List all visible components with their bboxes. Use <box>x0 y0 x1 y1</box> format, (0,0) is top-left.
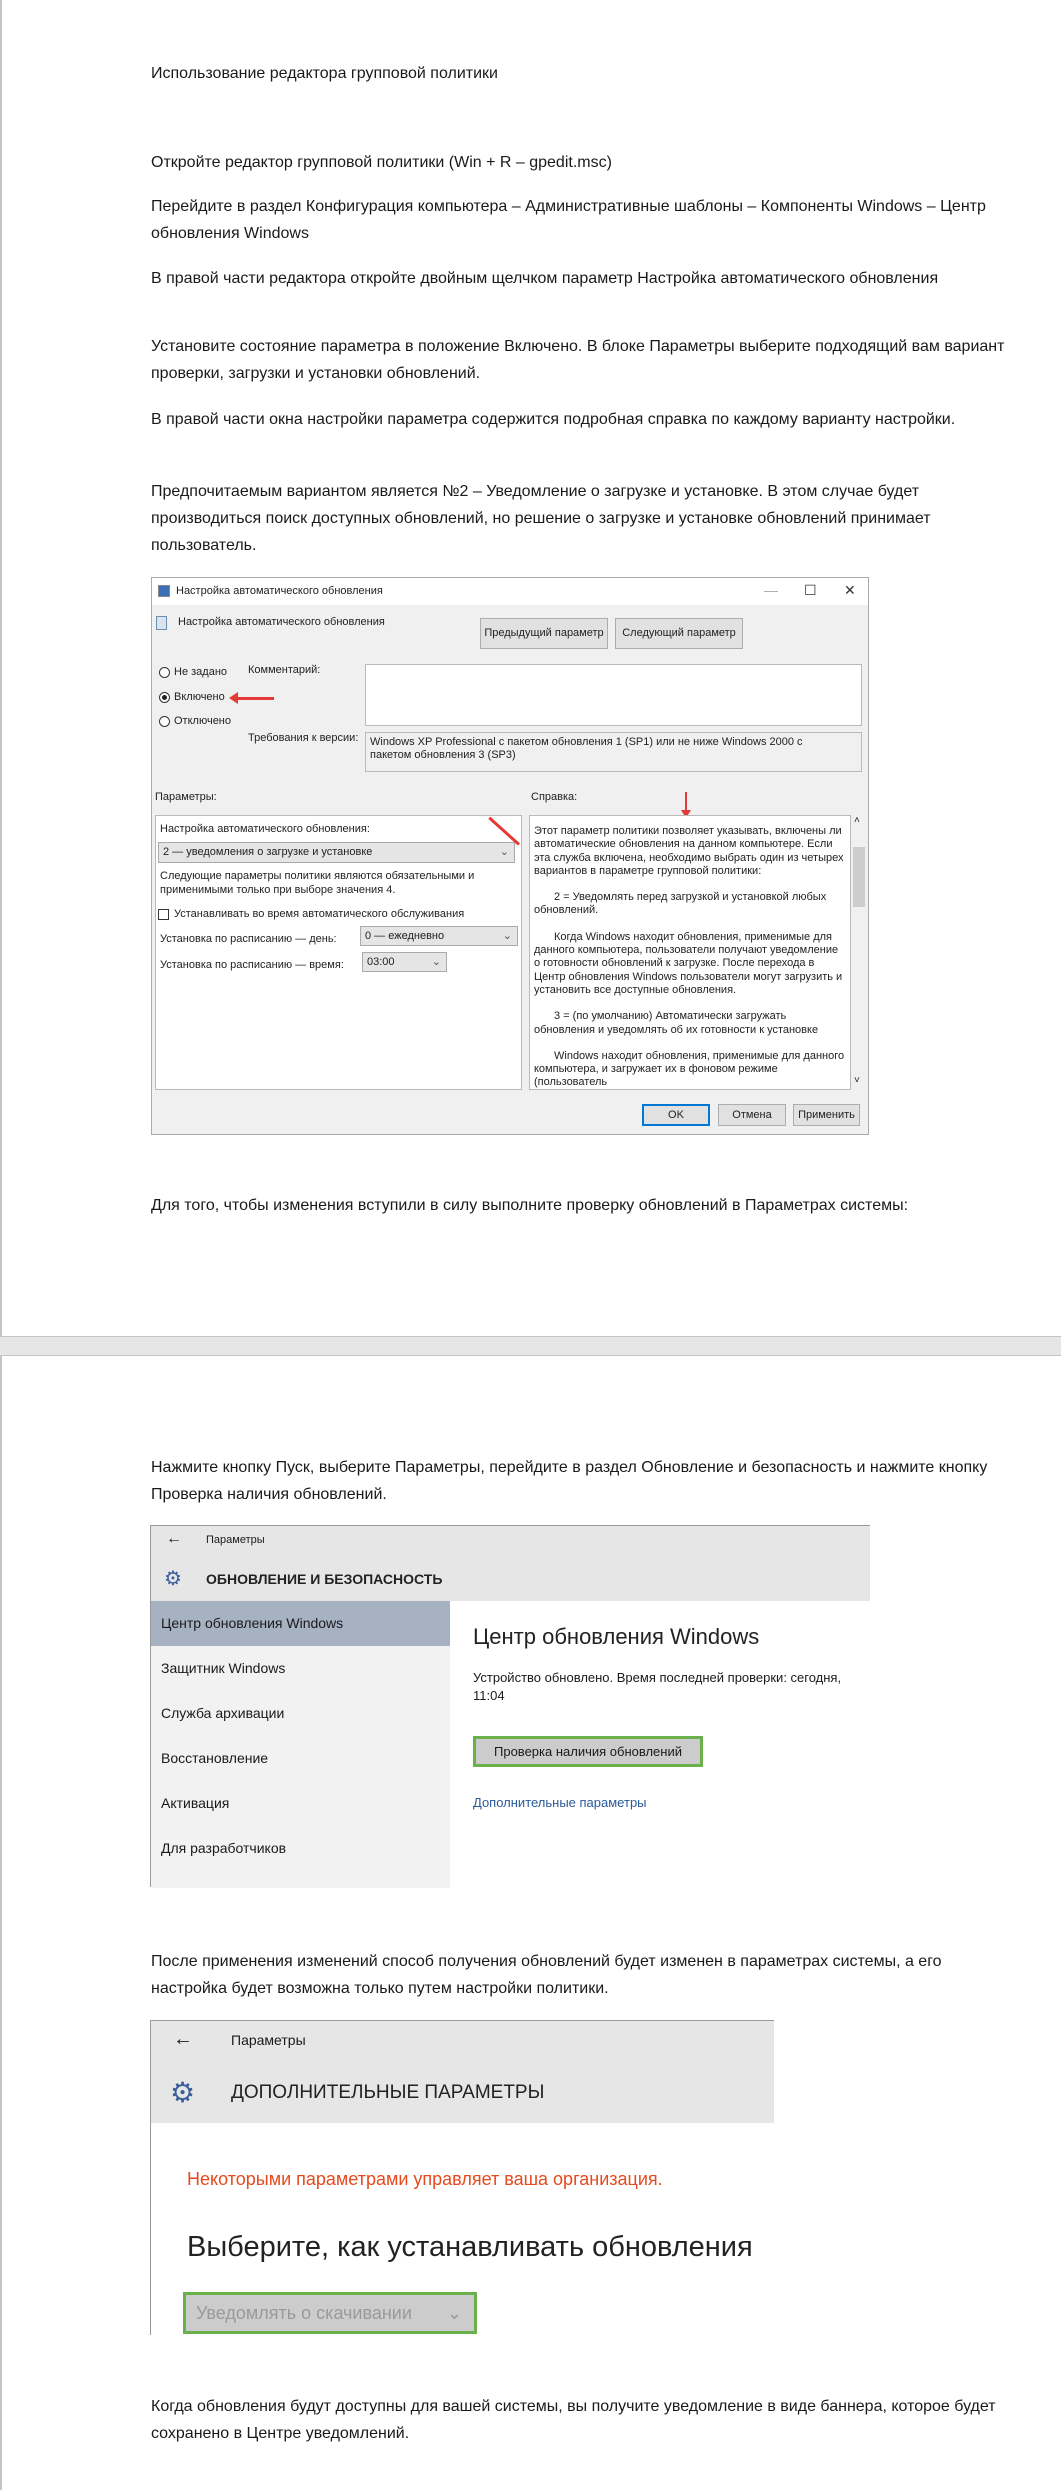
chevron-down-icon: ⌄ <box>499 846 509 858</box>
update-status: Устройство обновлено. Время последней проверки: сегодня, 11:04 <box>473 1670 842 1703</box>
chevron-down-icon: ⌄ <box>446 2303 462 2323</box>
policy-name: Настройка автоматического обновления <box>178 616 385 628</box>
settings-header <box>151 1526 870 1601</box>
dropdown-value: 03:00 <box>367 956 395 968</box>
paragraph: Когда обновления будут доступны для вашей системы, вы получите уведомление в виде баннера, которое будет сохранено в Центре уведомлений. <box>151 2398 996 2442</box>
back-arrow-icon[interactable]: ← <box>173 2028 193 2050</box>
next-setting-button[interactable]: Следующий параметр <box>615 618 743 649</box>
paragraph: Откройте редактор групповой политики (Win + R – gpedit.msc) <box>151 154 612 171</box>
checkbox-label: Устанавливать во время автоматического обслуживания <box>174 908 465 920</box>
time-label: Установка по расписанию — время: <box>160 959 344 971</box>
help-paragraph: Windows находит обновления, применимые для данного компьютера, и загружает их в фоновом режиме (пользователь <box>534 1049 845 1089</box>
dropdown-value: 0 — ежедневно <box>365 930 445 942</box>
page-break <box>0 1336 1061 1356</box>
title-bar <box>152 578 868 605</box>
sidebar-item-defender[interactable]: Защитник Windows <box>161 1660 286 1676</box>
ok-button[interactable]: OK <box>642 1104 710 1126</box>
doc-title: Использование редактора групповой политики <box>151 65 498 82</box>
scroll-up-icon[interactable]: ˄ <box>854 815 860 826</box>
scroll-down-icon[interactable]: ˅ <box>854 1075 860 1086</box>
dropdown-value: 2 — уведомления о загрузке и установке <box>163 846 373 858</box>
help-paragraph: 3 = (по умолчанию) Автоматически загружать обновления и уведомлять об их готовности к установке <box>534 1010 819 1036</box>
comment-textarea[interactable] <box>365 664 862 726</box>
help-panel <box>529 815 851 1090</box>
radio-disabled[interactable] <box>159 716 170 727</box>
options-label: Параметры: <box>155 791 217 803</box>
app-icon <box>158 585 170 597</box>
sidebar-item-recovery[interactable]: Восстановление <box>161 1750 269 1766</box>
help-label: Справка: <box>531 791 578 803</box>
back-label: Параметры <box>206 1534 265 1546</box>
day-dropdown[interactable] <box>360 926 518 946</box>
help-paragraph: 2 = Уведомлять перед загрузкой и установкой любых обновлений. <box>534 891 827 917</box>
red-arrow-annotation <box>236 697 274 700</box>
settings-header <box>151 2021 774 2123</box>
requirements-box: Windows XP Professional с пакетом обновления 1 (SP1) или не ниже Windows 2000 с пакетом обновления 3 (SP3) <box>365 732 862 772</box>
maximize-icon[interactable]: ☐ <box>804 582 817 598</box>
radio-dot <box>162 695 167 700</box>
settings-advanced-window <box>150 2020 774 2335</box>
install-heading: Выберите, как устанавливать обновления <box>187 2231 753 2263</box>
radio-enabled[interactable] <box>159 692 170 703</box>
options-panel <box>155 815 522 1090</box>
auto-update-label: Настройка автоматического обновления: <box>160 823 370 835</box>
cancel-button[interactable]: Отмена <box>718 1104 786 1126</box>
sidebar-item-developers[interactable]: Для разработчиков <box>161 1840 287 1856</box>
sidebar-item-windows-update[interactable]: Центр обновления Windows <box>151 1601 450 1646</box>
page-border <box>0 0 2 1336</box>
paragraph: После применения изменений способ получения обновлений будет изменен в параметрах системы, а его настройка будет возможна только путем настройки политики. <box>151 1953 942 1997</box>
radio-label: Включено <box>174 691 225 703</box>
paragraph: В правой части окна настройки параметра содержится подробная справка по каждому варианту настройки. <box>151 411 956 428</box>
gear-icon: ⚙ <box>164 1568 182 1590</box>
settings-sidebar <box>151 1601 450 1888</box>
apply-button[interactable]: Применить <box>793 1104 860 1126</box>
gear-icon: ⚙ <box>170 2077 196 2108</box>
prev-setting-button[interactable]: Предыдущий параметр <box>480 618 608 649</box>
comment-label: Комментарий: <box>248 664 321 676</box>
radio-label: Отключено <box>174 715 231 727</box>
help-paragraph: Этот параметр политики позволяет указывать, включены ли автоматические обновления на данном компьютере. Если эта служба включена, необходимо выбрать один из четырех вариантов в параметре групповой политики: <box>534 825 844 877</box>
settings-update-window <box>150 1525 870 1887</box>
page-heading: Центр обновления Windows <box>473 1624 760 1649</box>
help-paragraph: Когда Windows находит обновления, применимые для данного компьютера, пользователи получают уведомление о готовности обновлений к загрузке. После перехода в Центр обновления Windows пользователи могут загрузить и установить все доступные обновления. <box>534 930 843 996</box>
dropdown-value: Уведомлять о скачивании <box>196 2303 412 2323</box>
org-warning: Некоторыми параметрами управляет ваша организация. <box>187 2169 663 2189</box>
paragraph: Установите состояние параметра в положение Включено. В блоке Параметры выберите подходящий вам вариант проверки, загрузки и установки обновлений. <box>151 338 1005 382</box>
section-title: ДОПОЛНИТЕЛЬНЫЕ ПАРАМЕТРЫ <box>231 2082 545 2103</box>
radio-not-configured[interactable] <box>159 667 170 678</box>
arrowhead <box>229 692 238 704</box>
policy-note: Следующие параметры политики являются обязательными и применимыми только при выборе значения 4. <box>160 870 475 896</box>
paragraph: Для того, чтобы изменения вступили в силу выполните проверку обновлений в Параметрах системы: <box>151 1197 909 1214</box>
policy-dialog <box>151 577 869 1135</box>
advanced-options-link[interactable]: Дополнительные параметры <box>473 1795 647 1810</box>
back-arrow-icon[interactable]: ← <box>166 1530 182 1547</box>
paragraph: В правой части редактора откройте двойным щелчком параметр Настройка автоматического обновления <box>151 270 939 287</box>
help-scrollbar[interactable] <box>852 815 866 1090</box>
requirements-label: Требования к версии: <box>248 732 359 744</box>
paragraph: Перейдите в раздел Конфигурация компьютера – Административные шаблоны – Компоненты Windows – Центр обновления Windows <box>151 198 986 242</box>
chevron-down-icon: ⌄ <box>502 930 512 942</box>
paragraph: Нажмите кнопку Пуск, выберите Параметры, перейдите в раздел Обновление и безопасность и нажмите кнопку Проверка наличия обновлений. <box>151 1459 988 1503</box>
radio-label: Не задано <box>174 666 228 678</box>
paragraph: Предпочитаемым вариантом является №2 – Уведомление о загрузке и установке. В этом случае будет производиться поиск доступных обновлений, но решение о загрузке и установке обновлений принимает пользователь. <box>151 483 931 554</box>
scroll-thumb[interactable] <box>853 847 865 907</box>
close-icon[interactable]: ✕ <box>844 582 856 598</box>
maintenance-checkbox[interactable] <box>158 909 169 920</box>
sidebar-item-backup[interactable]: Служба архивации <box>161 1705 285 1721</box>
window-title: Настройка автоматического обновления <box>176 585 383 597</box>
day-label: Установка по расписанию — день: <box>160 933 337 945</box>
time-dropdown[interactable] <box>362 952 447 972</box>
policy-icon <box>156 616 167 630</box>
sidebar-item-activation[interactable]: Активация <box>161 1795 230 1811</box>
section-title: ОБНОВЛЕНИЕ И БЕЗОПАСНОСТЬ <box>206 1571 443 1587</box>
chevron-down-icon: ⌄ <box>431 956 441 968</box>
page-border <box>0 1356 2 2490</box>
auto-update-dropdown[interactable] <box>158 842 515 863</box>
back-label: Параметры <box>231 2032 306 2048</box>
minimize-icon[interactable]: — <box>764 582 778 598</box>
check-updates-button[interactable]: Проверка наличия обновлений <box>473 1736 703 1767</box>
install-mode-dropdown[interactable] <box>183 2292 477 2334</box>
